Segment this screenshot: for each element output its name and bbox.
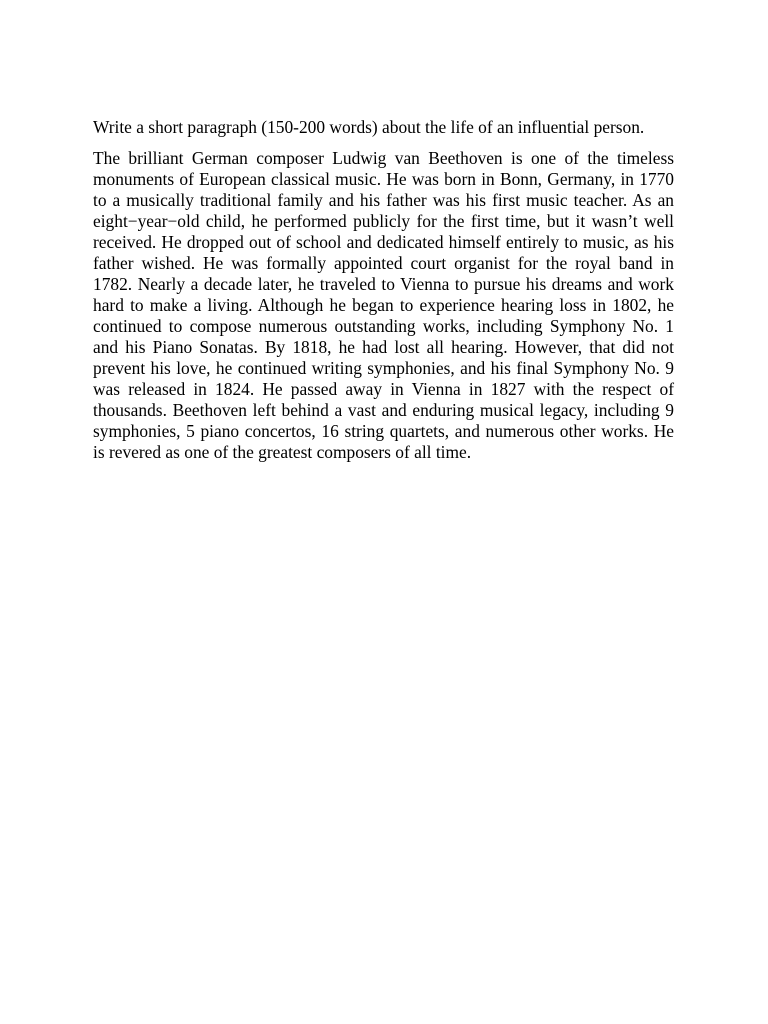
essay-paragraph: The brilliant German composer Ludwig van Beethoven is one of the timeless monuments of European classical music. He was born in Bonn, Germany, in 1770 to a musically traditional family and his father was his first music teacher. As an eight−year−old child, he performed publicly for the first time, but it wasn’t well received. He dropped out of school and dedicated himself entirely to music, as his father wished. He was formally appointed court organist for the royal band in 1782. Nearly a decade later, he traveled to Vienna to pursue his dreams and work hard to make a living. Although he began to experience hearing loss in 1802, he continued to compose numerous outstanding works, including Symphony No. 1 and his Piano Sonatas. By 1818, he had lost all hearing. However, that did not prevent his love, he continued writing symphonies, and his final Symphony No. 9 was released in 1824. He passed away in Vienna in 1827 with the respect of thousands. Beethoven left behind a vast and enduring musical legacy, including 9 symphonies, 5 piano concertos, 16 string quartets, and numerous other works. He is revered as one of the greatest composers of all time.	[93, 148, 674, 462]
prompt-text: Write a short paragraph (150-200 words) about the life of an influential person.	[93, 117, 645, 137]
document-page	[93, 117, 674, 463]
